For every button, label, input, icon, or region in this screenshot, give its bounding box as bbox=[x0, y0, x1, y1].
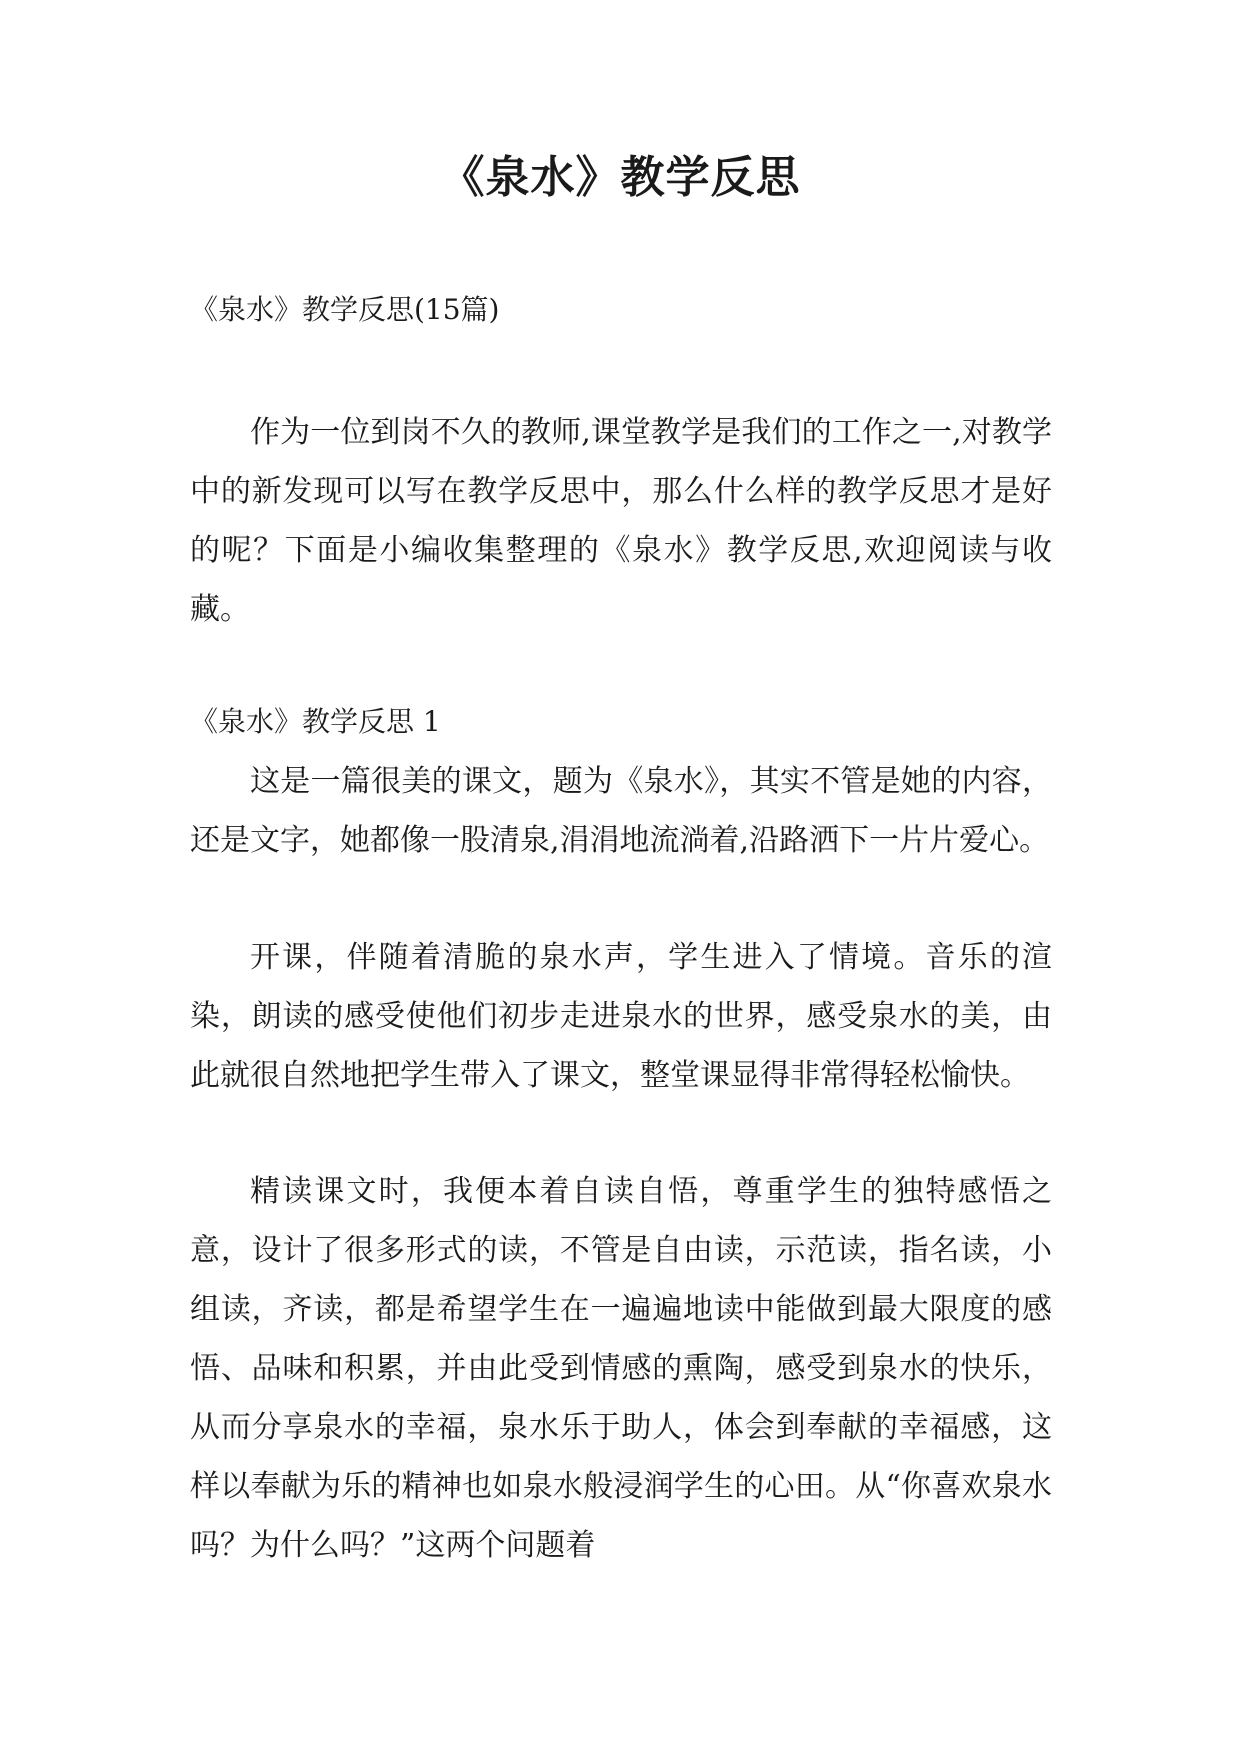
body-paragraph-2: 开课，伴随着清脆的泉水声，学生进入了情境。音乐的渲染，朗读的感受使他们初步走进泉水的世界，感受泉水的美，由此就很自然地把学生带入了课文，整堂课显得非常得轻松愉快。 bbox=[190, 940, 1052, 1093]
body-paragraph-3: 精读课文时，我便本着自读自悟，尊重学生的独特感悟之意，设计了很多形式的读，不管是自由读，示范读，指名读，小组读，齐读，都是希望学生在一遍遍地读中能做到最大限度的感悟、品味和积累，并由此受到情感的熏陶，感受到泉水的快乐，从而分享泉水的幸福，泉水乐于助人，体会到奉献的幸福感，这样以奉献为乐的精神也如泉水般浸润学生的心田。从“你喜欢泉水吗？为什么吗？”这两个问题着 bbox=[190, 1174, 1052, 1563]
document-subtitle: 《泉水》教学反思(15篇) bbox=[190, 293, 500, 326]
intro-paragraph: 作为一位到岗不久的教师,课堂教学是我们的工作之一,对教学中的新发现可以写在教学反思中，那么什么样的教学反思才是好的呢？下面是小编收集整理的《泉水》教学反思,欢迎阅读与收藏。 bbox=[190, 415, 1052, 627]
document-title: 《泉水》教学反思 bbox=[440, 152, 801, 203]
section-heading: 《泉水》教学反思 1 bbox=[190, 705, 441, 738]
body-paragraph-1: 这是一篇很美的课文，题为《泉水》，其实不管是她的内容，还是文字，她都像一股清泉,涓涓地流淌着,沿路洒下一片片爱心。 bbox=[190, 764, 1052, 858]
